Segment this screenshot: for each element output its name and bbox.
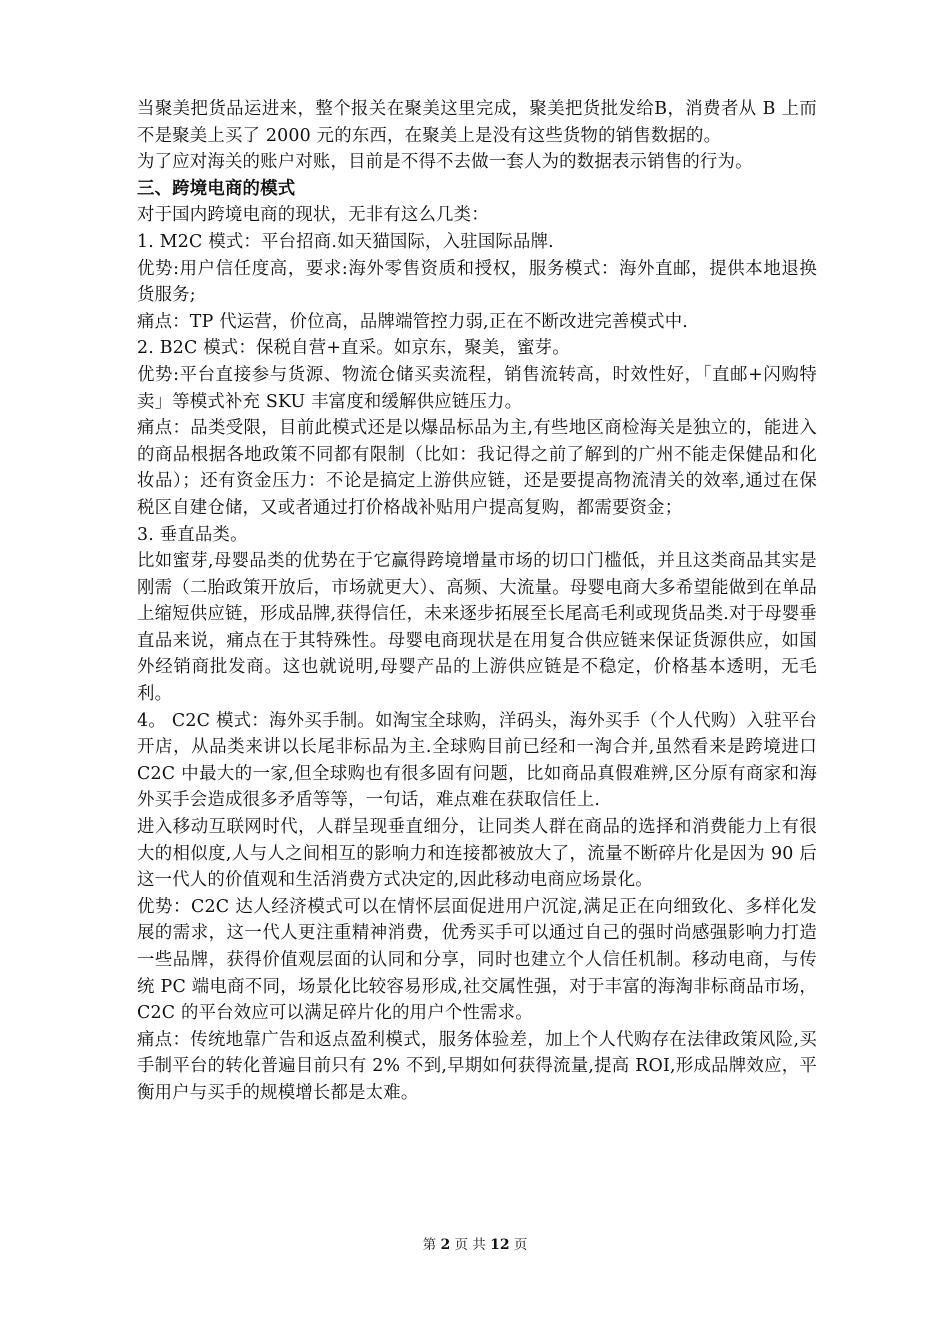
- paragraph-b2c-pain-points: 痛点：品类受限，目前此模式还是以爆品标品为主,有些地区商检海关是独立的，能进入的商品根据各地政策不同都有限制（比如：我记得之前了解到的广州不能走保健品和化妆品）；还有资金压力：不论是搞定上游供应链，还是要提高物流清关的效率,通过在保税区自建仓储，又或者通过打价格战补贴用户提高复购，都需要资金；: [137, 418, 817, 518]
- paragraph-vertical-details: 比如蜜芽,母婴品类的优势在于它赢得跨境增量市场的切口门槛低，并且这类商品其实是刚需（二胎政策开放后，市场就更大）、高频、大流量。母婴电商大多希望能做到在单品上缩短供应链，形成品牌,获得信任，未来逐步拓展至长尾高毛利或现货品类.对于母婴垂直品来说，痛点在于其特殊性。母婴电商现状是在用复合供应链来保证货源供应，如国外经销商批发商。这也就说明,母婴产品的上游供应链是不稳定，价格基本透明，无毛利。: [137, 551, 817, 705]
- footer-suffix: 页: [513, 1237, 528, 1253]
- paragraph-customs-process: 当聚美把货品运进来，整个报关在聚美这里完成，聚美把货批发给B，消费者从 B 上而不是聚美上买了 2000 元的东西，在聚美上是没有这些货物的销售数据的。: [137, 99, 817, 146]
- paragraph-m2c-mode: 1. M2C 模式：平台招商.如天猫国际，入驻国际品牌.: [137, 231, 554, 252]
- section-heading: 三、跨境电商的模式: [137, 178, 296, 199]
- paragraph-c2c-pain-points: 痛点：传统地靠广告和返点盈利模式，服务体验差，加上个人代购存在法律政策风险,买手制平台的转化普遍目前只有 2% 不到,早期如何获得流量,提高 ROI,形成品牌效应，平衡用户与买手的规模增长都是太难。: [137, 1029, 817, 1103]
- paragraph-m2c-advantages: 优势:用户信任度高，要求:海外零售资质和授权，服务模式：海外直邮，提供本地退换货服务;: [137, 258, 817, 306]
- paragraph-b2c-advantages: 优势:平台直接参与货源、物流仓储买卖流程，销售流转高，时效性好，「直邮+闪购特卖」等模式补充 SKU 丰富度和缓解供应链压力。: [137, 364, 817, 412]
- total-pages-number: 12: [490, 1237, 510, 1253]
- footer-prefix: 第: [422, 1237, 437, 1253]
- paragraph-intro: 对于国内跨境电商的现状，无非有这么几类：: [137, 205, 489, 226]
- footer-middle: 页 共: [454, 1237, 486, 1253]
- paragraph-mobile-internet: 进入移动互联网时代，人群呈现垂直细分，让同类人群在商品的选择和消费能力上有很大的相似度,人与人之间相互的影响力和连接都被放大了，流量不断碎片化是因为 90 后这一代人的价值观和生活消费方式决定的,因此移动电商应场景化。: [137, 817, 817, 891]
- page-footer: [0, 1236, 950, 1254]
- document-body: [137, 96, 817, 1107]
- current-page-number: 2: [440, 1237, 451, 1253]
- paragraph-c2c-mode: 4。 C2C 模式：海外买手制。如淘宝全球购，洋码头，海外买手（个人代购）入驻平台开店，从品类来讲以长尾非标品为主.全球购目前已经和一淘合并,虽然看来是跨境进口 C2C 中最大的一家,但全球购也有很多固有问题，比如商品真假难辨,区分原有商家和海外买手会造成很多矛盾等等，一句话，难点难在获取信任上.: [137, 710, 817, 811]
- paragraph-c2c-advantages: 优势：C2C 达人经济模式可以在情怀层面促进用户沉淀,满足正在向细致化、多样化发展的需求，这一代人更注重精神消费，优秀买手可以通过自己的强时尚感强影响力打造一些品牌，获得价值观层面的认同和分享，同时也建立个人信任机制。移动电商，与传统 PC 端电商不同，场景化比较容易形成,社交属性强，对于丰富的海淘非标商品市场，C2C 的平台效应可以满足碎片化的用户个性需求。: [137, 896, 817, 1024]
- paragraph-vertical-category: 3. 垂直品类。: [137, 524, 248, 545]
- paragraph-m2c-pain-points: 痛点：TP 代运营，价位高，品牌端管控力弱,正在不断改进完善模式中.: [137, 311, 689, 332]
- paragraph-customs-accounting: 为了应对海关的账户对账，目前是不得不去做一套人为的数据表示销售的行为。: [137, 152, 753, 173]
- paragraph-b2c-mode: 2. B2C 模式：保税自营+直采。如京东，聚美，蜜芽。: [137, 338, 570, 359]
